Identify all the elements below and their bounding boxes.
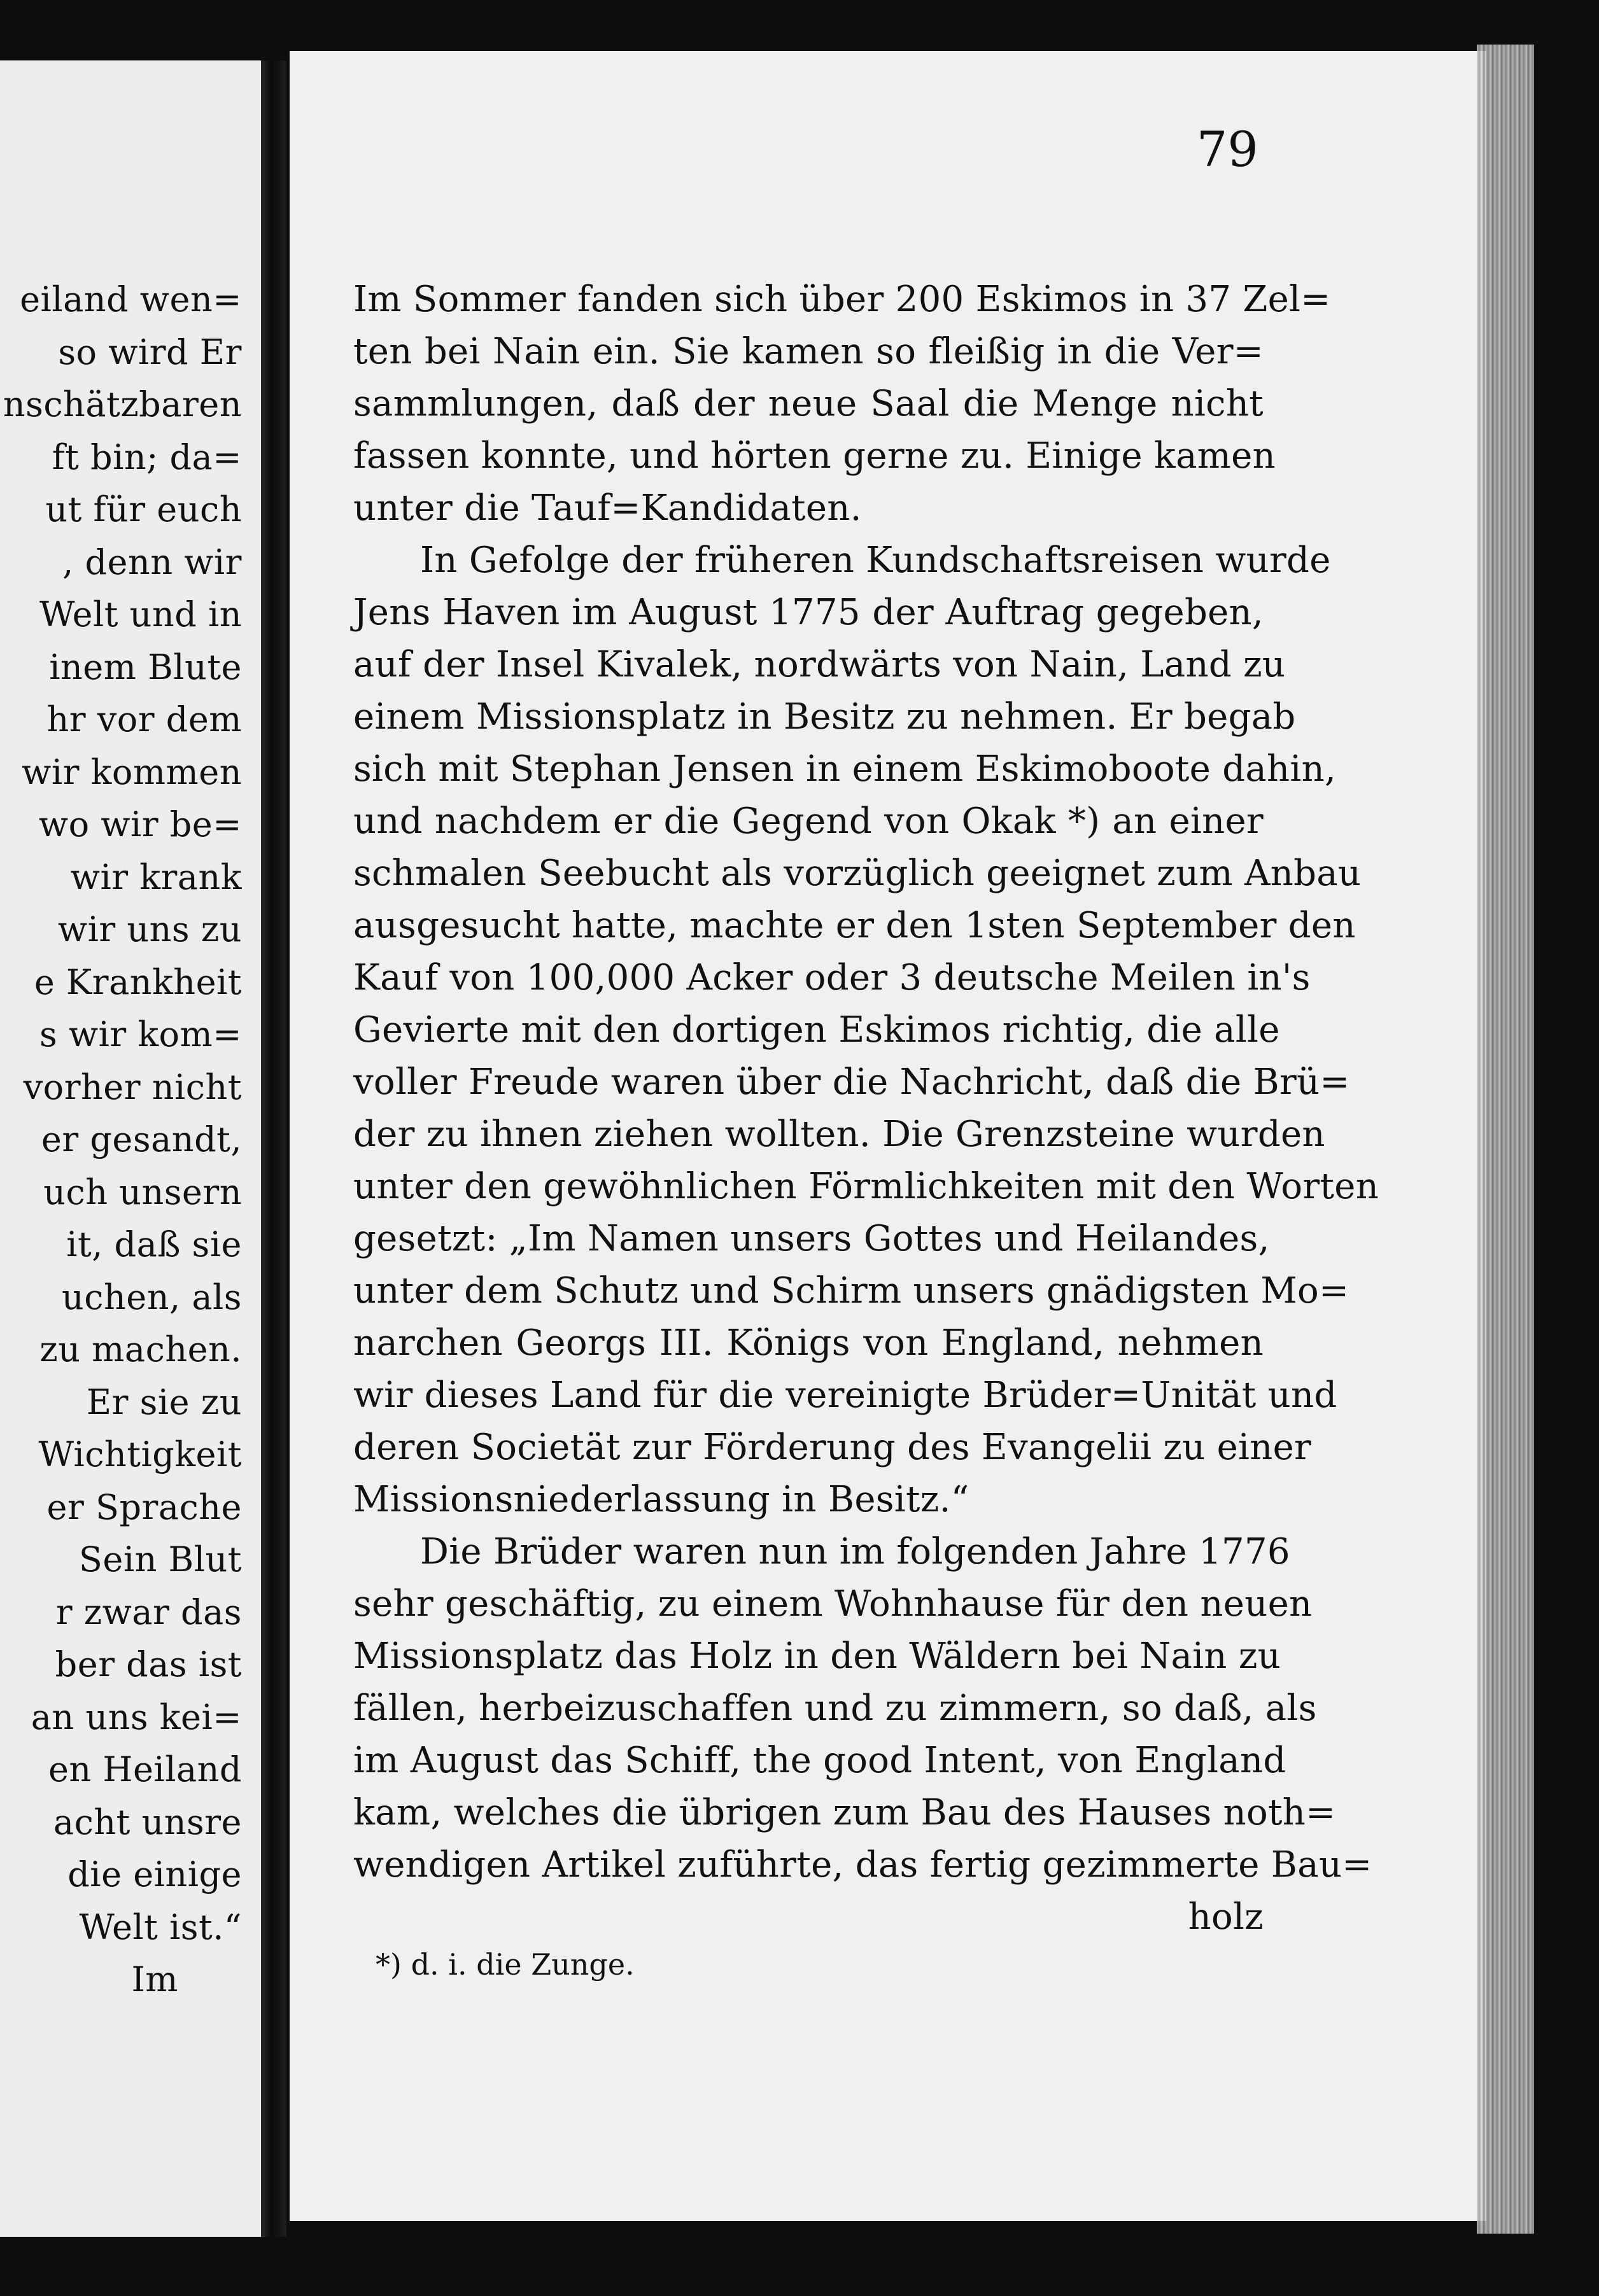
- text-line: und nachdem er die Gegend von Okak *) an einer: [353, 801, 1264, 842]
- text-line: Gevierte mit den dortigen Eskimos richtig, die alle: [353, 1009, 1280, 1051]
- left-page: [0, 60, 261, 2237]
- text-line: wir dieses Land für die vereinigte Brüder=Unität und: [353, 1375, 1337, 1416]
- left-line: zu machen.: [39, 1329, 242, 1369]
- text-line: unter die Tauf=Kandidaten.: [353, 487, 862, 529]
- text-line: deren Societät zur Förderung des Evangelii zu einer: [353, 1427, 1312, 1468]
- left-line: it, daß sie: [66, 1224, 242, 1264]
- left-page-text: [0, 274, 242, 2006]
- text-line: voller Freude waren über die Nachricht, daß die Brü=: [353, 1061, 1350, 1103]
- text-line: Jens Haven im August 1775 der Auftrag gegeben,: [353, 592, 1264, 633]
- left-line: s wir kom=: [39, 1014, 242, 1054]
- left-line: an uns kei=: [31, 1697, 242, 1737]
- left-line: eiland wen=: [20, 279, 242, 319]
- text-line: fassen konnte, und hörten gerne zu. Einige kamen: [353, 435, 1276, 477]
- text-line: Missionsniederlassung in Besitz.“: [353, 1479, 969, 1520]
- text-line: In Gefolge der früheren Kundschaftsreisen wurde: [420, 540, 1331, 581]
- left-line: uchen, als: [61, 1277, 242, 1317]
- left-line: Er sie zu: [86, 1382, 242, 1422]
- left-line: wo wir be=: [38, 804, 242, 844]
- book-gutter: [261, 60, 286, 2237]
- text-line: auf der Insel Kivalek, nordwärts von Nain, Land zu: [353, 644, 1286, 685]
- page-edge: [1477, 45, 1534, 2234]
- text-line: unter den gewöhnlichen Förmlichkeiten mit den Worten: [353, 1166, 1379, 1207]
- page-number: 79: [1197, 121, 1258, 178]
- body-text: [353, 274, 1379, 1943]
- text-line: sammlungen, daß der neue Saal die Menge nicht: [353, 383, 1264, 424]
- left-line: nschätzbaren: [3, 384, 242, 424]
- catchword: holz: [1188, 1896, 1264, 1938]
- left-line: uch unsern: [43, 1172, 242, 1212]
- text-line: Missionsplatz das Holz in den Wäldern bei Nain zu: [353, 1635, 1281, 1677]
- text-line: Kauf von 100,000 Acker oder 3 deutsche Meilen in's: [353, 957, 1311, 998]
- text-line: fällen, herbeizuschaffen und zu zimmern, so daß, als: [353, 1688, 1317, 1729]
- text-line: gesetzt: „Im Namen unsers Gottes und Heilandes,: [353, 1218, 1270, 1259]
- text-line: wendigen Artikel zuführte, das fertig gezimmerte Bau=: [353, 1844, 1372, 1886]
- text-line: der zu ihnen ziehen wollten. Die Grenzsteine wurden: [353, 1114, 1325, 1155]
- left-line: en Heiland: [48, 1749, 242, 1789]
- text-line: sich mit Stephan Jensen in einem Eskimoboote dahin,: [353, 748, 1337, 790]
- left-line: so wird Er: [58, 332, 242, 372]
- text-line: narchen Georgs III. Königs von England, nehmen: [353, 1322, 1264, 1364]
- left-line: er Sprache: [46, 1487, 242, 1527]
- left-line: Wichtigkeit: [38, 1434, 242, 1474]
- text-line: sehr geschäftig, zu einem Wohnhause für den neuen: [353, 1583, 1313, 1625]
- left-line: wir kommen: [22, 752, 242, 792]
- footnote: *) d. i. die Zunge.: [376, 1947, 635, 1982]
- text-line: ten bei Nain ein. Sie kamen so fleißig in die Ver=: [353, 331, 1264, 372]
- left-line: , denn wir: [62, 542, 242, 582]
- text-line: ausgesucht hatte, machte er den 1sten September den: [353, 905, 1356, 946]
- left-line: Welt und in: [39, 594, 242, 634]
- text-line: schmalen Seebucht als vorzüglich geeignet zum Anbau: [353, 853, 1362, 894]
- text-line: Im Sommer fanden sich über 200 Eskimos in 37 Zel=: [353, 279, 1331, 320]
- left-line: ft bin; da=: [52, 437, 242, 477]
- left-line: ut für euch: [45, 489, 242, 529]
- left-line: Welt ist.“: [79, 1907, 242, 1947]
- left-line: hr vor dem: [46, 699, 242, 739]
- text-line: einem Missionsplatz in Besitz zu nehmen. Er begab: [353, 696, 1296, 738]
- text-line: kam, welches die übrigen zum Bau des Hauses noth=: [353, 1792, 1336, 1833]
- left-line: wir uns zu: [57, 909, 242, 949]
- left-line: wir krank: [70, 857, 242, 897]
- left-line: Sein Blut: [78, 1539, 242, 1579]
- left-line: e Krankheit: [34, 962, 242, 1002]
- left-line: ber das ist: [55, 1644, 242, 1684]
- text-line: unter dem Schutz und Schirm unsers gnädigsten Mo=: [353, 1270, 1349, 1312]
- text-line: Die Brüder waren nun im folgenden Jahre 1776: [420, 1531, 1290, 1572]
- text-line: im August das Schiff, the good Intent, von England: [353, 1740, 1286, 1781]
- left-line: acht unsre: [53, 1802, 242, 1842]
- left-line: die einige: [67, 1854, 242, 1894]
- left-line: r zwar das: [55, 1592, 242, 1632]
- left-line: vorher nicht: [23, 1067, 242, 1107]
- left-line: inem Blute: [49, 647, 242, 687]
- left-line: er gesandt,: [41, 1119, 242, 1159]
- left-line-catchword: Im: [131, 1959, 178, 1999]
